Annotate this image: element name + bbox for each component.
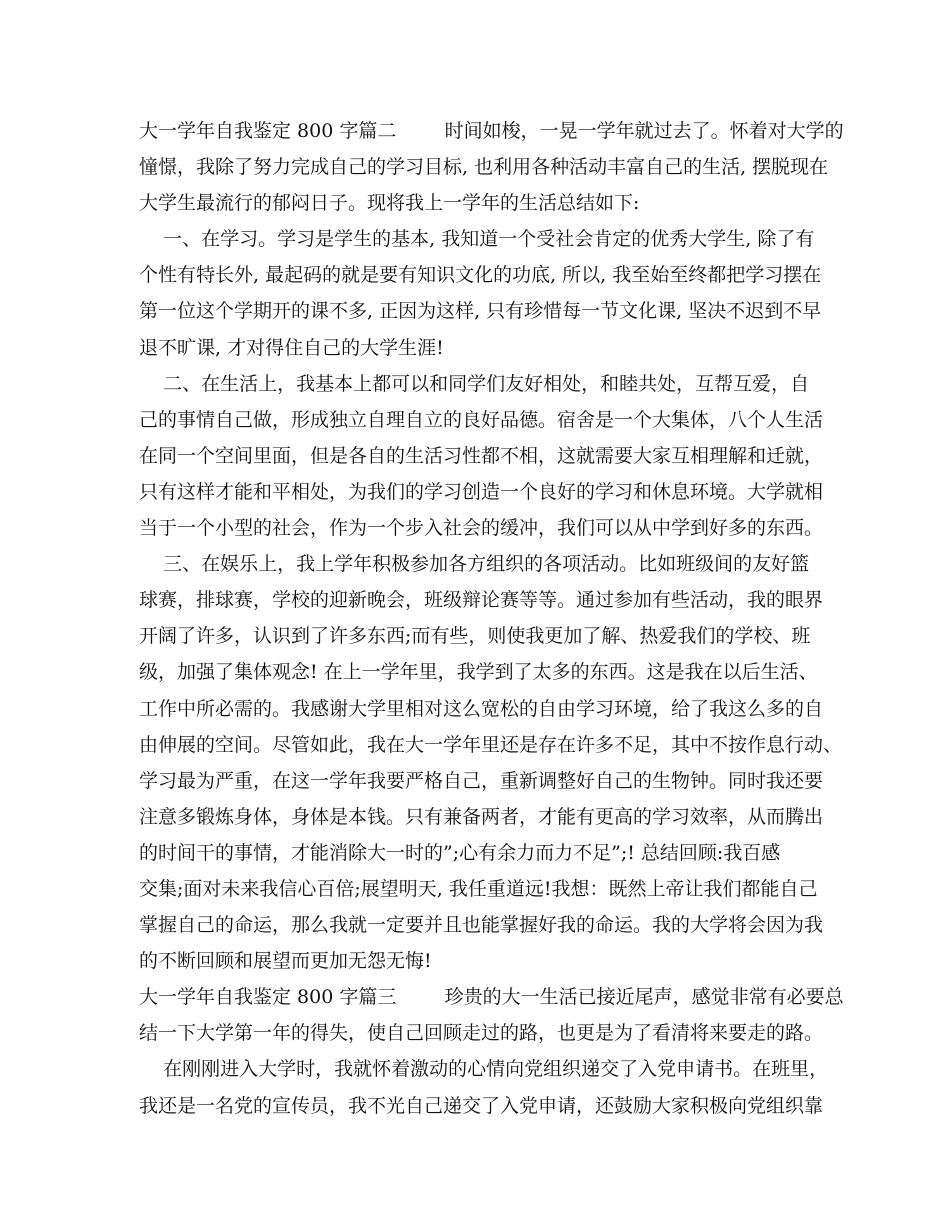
text-line: 由伸展的空间。尽管如此，我在大一学年里还是存在许多不足，其中不按作息行动、 [139,733,843,756]
text-line: 在同一个空间里面，但是各自的生活习性都不相，这就需要大家互相理解和迁就， [139,444,824,467]
text-line: 大学生最流行的郁闷日子。现将我上一学年的生活总结如下: [139,192,640,215]
text-line: 级，加强了集体观念! 在上一学年里，我学到了太多的东西。这是我在以后生活、 [139,661,818,684]
text-line: 憧憬，我除了努力完成自己的学习目标, 也利用各种活动丰富自己的生活, 摆脱现在 [139,156,829,179]
text-line: 掌握自己的命运，那么我就一定要并且也能掌握好我的命运。我的大学将会因为我 [139,914,824,937]
text-line: 交集;面对未来我信心百倍;展望明天, 我任重道远!我想：既然上帝让我们都能自己 [139,877,818,900]
text-line: 第一位这个学期开的课不多, 正因为这样, 只有珍惜每一节文化课, 坚决不迟到不早 [139,300,822,323]
text-line: 己的事情自己做，形成独立自理自立的良好品德。宿舍是一个大集体，八个人生活 [139,408,824,431]
text-line: 学习最为严重，在这一学年我要严格自己，重新调整好自己的生物钟。同时我还要 [139,769,824,792]
text-line: 注意多锻炼身体，身体是本钱。只有兼备两者，才能有更高的学习效率，从而腾出 [139,805,824,828]
text-line: 只有这样才能和平相处，为我们的学习创造一个良好的学习和休息环境。大学就相 [139,480,824,503]
text-line: 个性有特长外, 最起码的就是要有知识文化的功底, 所以, 我至始至终都把学习摆在 [139,264,822,287]
text-line: 大一学年自我鉴定 800 字篇三 珍贵的大一生活已接近尾声，感觉非常有必要总 [139,986,844,1009]
text-line: 的不断回顾和展望而更加无怨无悔! [139,950,432,973]
text-line: 在刚刚进入大学时，我就怀着激动的心情向党组织递交了入党申请书。在班里， [139,1058,829,1081]
document-body [139,113,844,1124]
text-line: 的时间干的事情，才能消除大一时的”;心有余力而力不足”;! 总结回顾:我百感 [139,841,781,864]
text-line: 球赛，排球赛，学校的迎新晚会，班级辩论赛等等。通过参加有些活动，我的眼界 [139,589,824,612]
text-line: 三、在娱乐上，我上学年积极参加各方组织的各项活动。比如班级间的友好篮 [139,553,810,576]
text-line: 工作中所必需的。我感谢大学里相对这么宽松的自由学习环境，给了我这么多的自 [139,697,824,720]
text-line: 我还是一名党的宣传员，我不光自己递交了入党申请，还鼓励大家积极向党组织靠 [139,1094,824,1117]
text-line: 当于一个小型的社会，作为一个步入社会的缓冲，我们可以从中学到好多的东西。 [139,517,824,540]
text-line: 结一下大学第一年的得失，使自己回顾走过的路，也更是为了看清将来要走的路。 [139,1022,824,1045]
text-line: 开阔了许多，认识到了许多东西;而有些，则使我更加了解、热爱我们的学校、班 [139,625,811,648]
text-line: 大一学年自我鉴定 800 字篇二 时间如梭，一晃一学年就过去了。怀着对大学的 [139,120,844,142]
text-line: 二、在生活上，我基本上都可以和同学们友好相处，和睦共处，互帮互爱，自 [139,372,810,395]
text-line: 退不旷课, 才对得住自己的大学生涯! [139,336,444,359]
text-line: 一、在学习。学习是学生的基本, 我知道一个受社会肯定的优秀大学生, 除了有 [139,228,815,251]
